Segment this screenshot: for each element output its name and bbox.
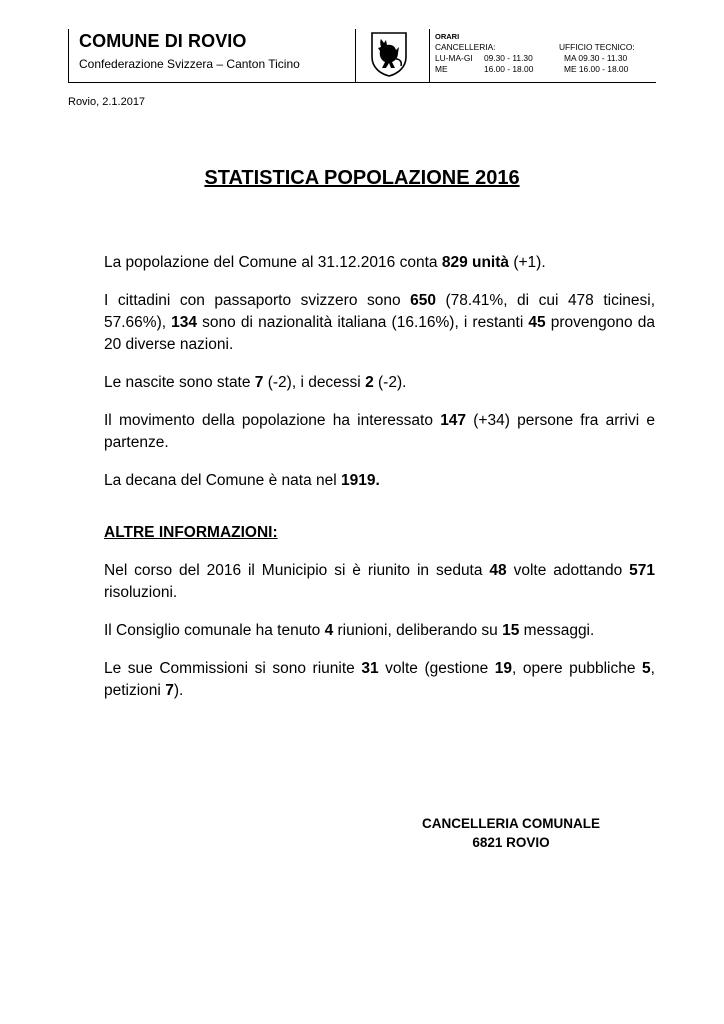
signature-block [382,814,640,852]
other-info-heading: ALTRE INFORMAZIONI: [104,524,278,541]
consiglio-paragraph: Il Consiglio comunale ha tenuto 4 riunioni, deliberando su 15 messaggi. [104,622,595,639]
municipio-paragraph: Nel corso del 2016 il Municipio si è riunito in seduta 48 volte adottando 571 risoluzioni. [104,562,655,601]
signature-address: 6821 ROVIO [472,835,550,850]
hours-label: ORARI [435,32,460,41]
hours-days: LU-MA-GI [435,53,473,63]
hours-cancelleria: 09.30 - 11.30 [484,53,533,63]
population-paragraph: La popolazione del Comune al 31.12.2016 conta 829 unità (+1). [104,254,546,271]
hours-days: ME [435,64,448,74]
citizenship-paragraph: I cittadini con passaporto svizzero sono 650 (78.41%, di cui 478 ticinesi, 57.66%), 134 sono di nazionalità italiana (16.16%), i restanti 45 provengono da 20 diverse nazioni. [104,292,655,353]
movement-paragraph: Il movimento della popolazione ha interessato 147 (+34) persone fra arrivi e partenze. [104,412,655,451]
rovio-coat-of-arms-icon [370,31,408,77]
hours-cancelleria: 16.00 - 18.00 [484,64,534,74]
document-body [104,252,655,718]
hours-ufficio: ME 16.00 - 18.00 [564,64,629,74]
oldest-resident-paragraph: La decana del Comune è nata nel 1919. [104,472,380,489]
municipality-subtitle: Confederazione Svizzera – Canton Ticino [79,57,300,71]
municipality-name: COMUNE DI ROVIO [79,31,247,51]
letterhead [68,29,656,83]
births-deaths-paragraph: Le nascite sono state 7 (-2), i decessi 2 (-2). [104,374,407,391]
office-hours [435,31,647,75]
signature-office: CANCELLERIA COMUNALE [422,816,600,831]
commissioni-paragraph: Le sue Commissioni si sono riunite 31 volte (gestione 19, opere pubbliche 5, petizioni 7). [104,660,655,699]
document-title: STATISTICA POPOLAZIONE 2016 [204,167,520,189]
header-divider [429,29,430,82]
cancelleria-label: CANCELLERIA: [435,42,496,52]
hours-ufficio: MA 09.30 - 11.30 [564,53,628,63]
municipality-block [79,31,300,71]
document-date: Rovio, 2.1.2017 [68,96,146,108]
header-divider [355,29,356,82]
ufficio-tecnico-label: UFFICIO TECNICO: [559,42,635,52]
